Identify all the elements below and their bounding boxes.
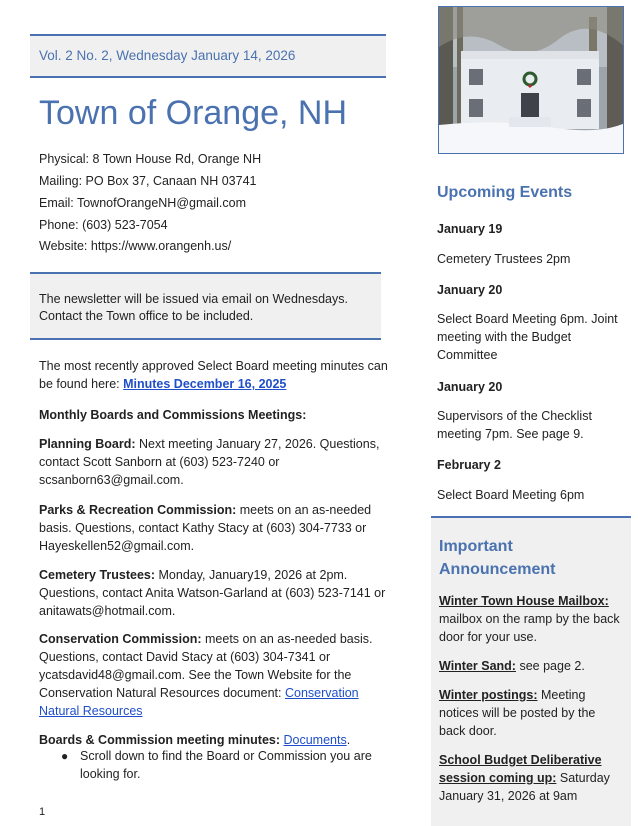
announcement-title: Important Announcement [439, 538, 556, 578]
announcement-item [439, 657, 625, 675]
event-text: Select Board Meeting 6pm. Joint meeting with the Budget Committee [437, 312, 618, 362]
conservation-name: Conservation Commission: [39, 632, 202, 646]
minutes-text: The most recently approved Select Board meeting minutes can be found here: [39, 359, 388, 391]
conservation-link[interactable]: Conservation Natural Resources [39, 686, 359, 718]
announcement-item [439, 686, 625, 740]
parks-rec-name: Parks & Recreation Commission: [39, 503, 237, 517]
announcement-text: Meeting notices will be posted by the back door. [439, 688, 596, 738]
documents-link[interactable]: Documents [283, 733, 347, 747]
email-address: Email: TownofOrangeNH@gmail.com [39, 196, 246, 210]
event-date: January 20 [437, 283, 503, 297]
notice-text: The newsletter will be issued via email on Wednesdays. Contact the Town office to be included. [39, 292, 348, 323]
planning-board-paragraph [39, 435, 391, 489]
event-date: January 20 [437, 380, 503, 394]
newsletter-notice [30, 272, 381, 340]
parks-rec-text: meets on an as-needed basis. Questions, contact Kathy Stacy at (603) 304-7733 or Hayeskellen52@gmail.com. [39, 503, 372, 553]
minutes-link[interactable]: Minutes December 16, 2025 [123, 377, 287, 391]
phone-number: Phone: (603) 523-7054 [39, 218, 168, 232]
planning-board-name: Planning Board: [39, 437, 136, 451]
conservation-paragraph [39, 630, 391, 720]
minutes-paragraph [39, 357, 391, 393]
website-address: Website: https://www.orangenh.us/ [39, 239, 232, 253]
monthly-heading: Monthly Boards and Commissions Meetings: [39, 408, 307, 422]
town-house-image [439, 7, 624, 154]
cemetery-text: Monday, January19, 2026 at 2pm. Questions, contact Anita Watson-Garland at (603) 523-7141 or anitawats@hotmail.com. [39, 568, 386, 618]
physical-address: Physical: 8 Town House Rd, Orange NH [39, 152, 262, 166]
documents-bullet: Scroll down to find the Board or Commission you are looking for. [80, 749, 372, 781]
announcement-head: School Budget Deliberative session coming up: [439, 753, 602, 785]
documents-period: . [346, 733, 351, 747]
event-text: Select Board Meeting 6pm [437, 488, 585, 502]
announcement-item [439, 592, 625, 646]
upcoming-events-title: Upcoming Events [437, 184, 573, 201]
page-number: 1 [39, 806, 46, 818]
parks-rec-paragraph [39, 501, 391, 555]
announcement-head: Winter Sand: [439, 659, 516, 673]
event-text: Cemetery Trustees 2pm [437, 252, 571, 266]
announcement-text: mailbox on the ramp by the back door for your use. [439, 612, 620, 644]
announcement-text: see page 2. [515, 659, 585, 673]
event-date: January 19 [437, 222, 503, 236]
volume-line: Vol. 2 No. 2, Wednesday January 14, 2026 [39, 48, 296, 63]
announcement-head: Winter Town House Mailbox: [439, 594, 609, 608]
volume-bar [30, 34, 386, 78]
page-title: Town of Orange, NH [39, 94, 348, 132]
cemetery-name: Cemetery Trustees: [39, 568, 156, 582]
announcement-text: Saturday January 31, 2026 at 9am [439, 771, 610, 803]
announcement-head: Winter postings: [439, 688, 538, 702]
town-house-photo [438, 6, 624, 154]
announcement-item [439, 751, 625, 805]
bullet-icon: ● [61, 749, 69, 763]
mailing-address: Mailing: PO Box 37, Canaan NH 03741 [39, 174, 257, 188]
event-date: February 2 [437, 458, 501, 472]
event-text: Supervisors of the Checklist meeting 7pm. See page 9. [437, 409, 592, 441]
planning-board-text: Next meeting January 27, 2026. Questions, contact Scott Sanborn at (603) 523-7240 or scsanborn63@gmail.com. [39, 437, 380, 487]
cemetery-paragraph [39, 566, 391, 620]
documents-label: Boards & Commission meeting minutes: [39, 733, 281, 747]
conservation-text: meets on an as-needed basis. Questions, contact David Stacy at (603) 304-7341 or ycatsdavid48@gmail.com. See the Town Website for the Conservation Natural Resources document: [39, 632, 373, 700]
